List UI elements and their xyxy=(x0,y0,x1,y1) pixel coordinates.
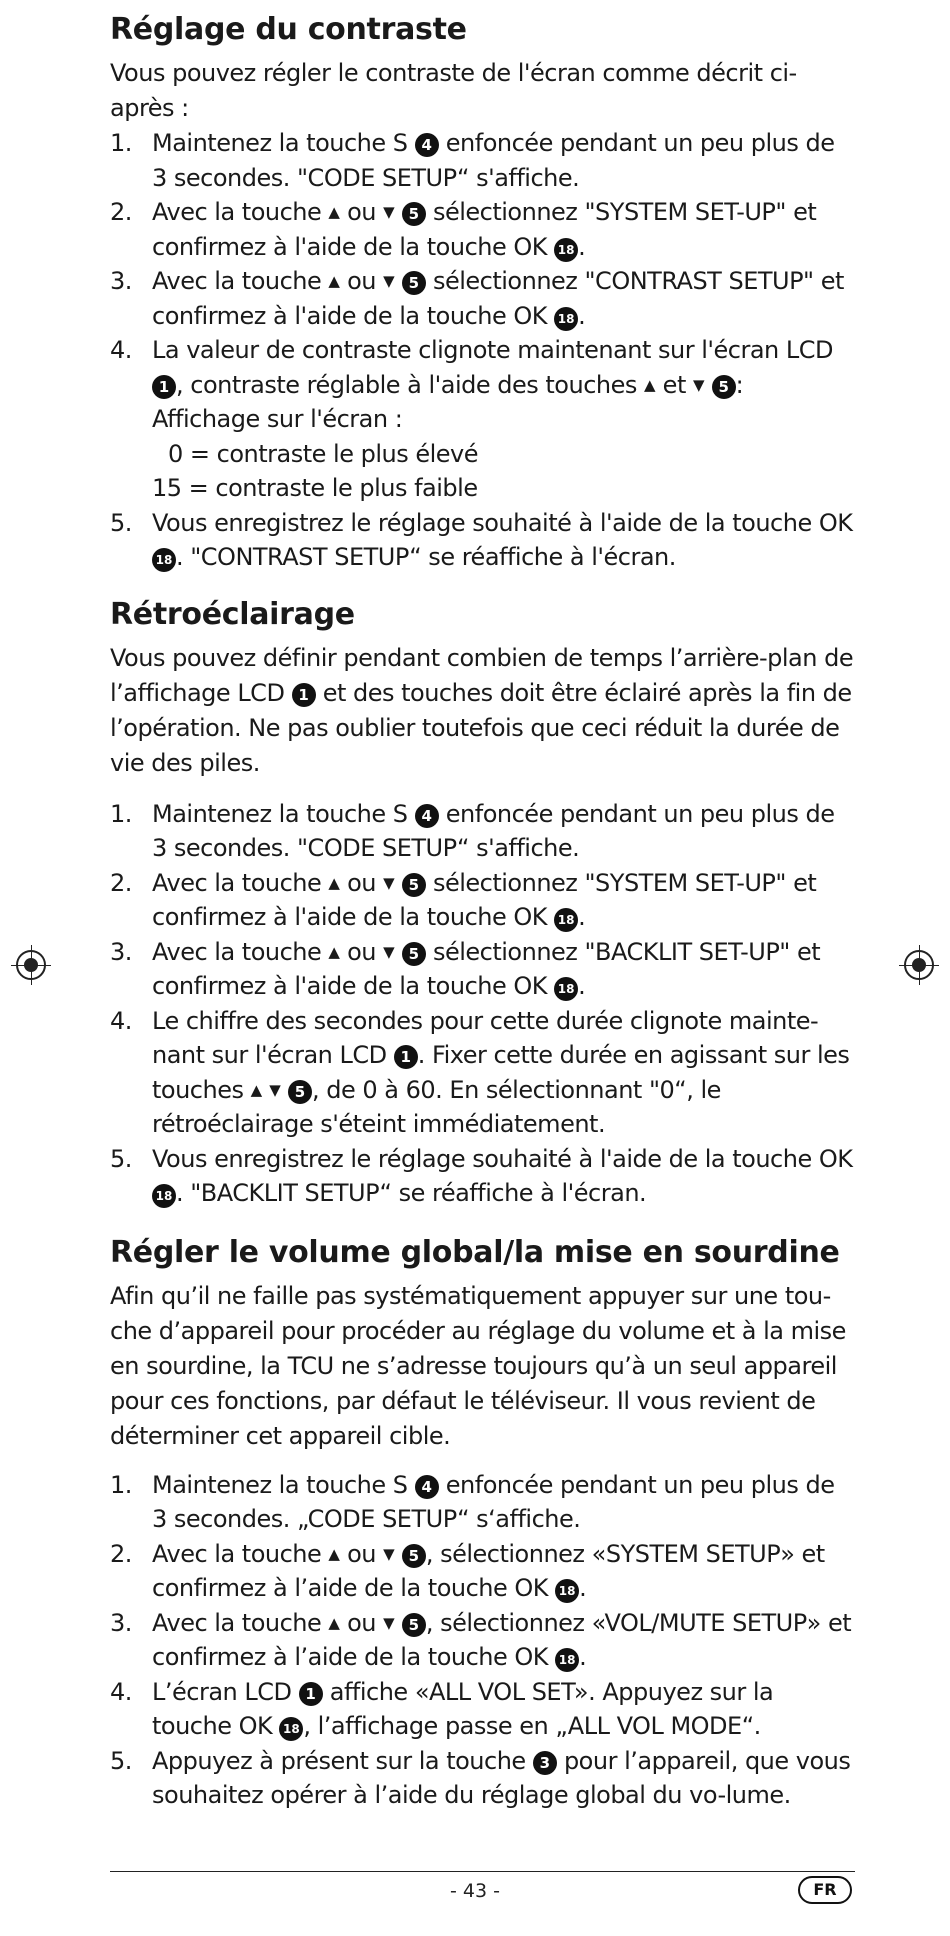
section-title-backlight: Rétroéclairage xyxy=(110,596,355,632)
page-number: - 43 - xyxy=(450,1880,500,1902)
list-item: 4. Le chiffre des secondes pour cette durée clignote mainte-nant sur l'écran LCD 1 . Fixer cette durée en agissant sur les touches ▲ ▼ 5 , de 0 à 60. En sélectionnant "0“, le rétroéclairage s'éteint immédiatement. xyxy=(110,1004,855,1142)
step-number: 5. xyxy=(110,1144,132,1173)
list-item: 3. Avec la touche ▲ ou ▼ 5 , sélectionnez «VOL/MUTE SETUP» et confirmez à l’aide de la touche OK 18 . xyxy=(110,1606,855,1675)
list-item: 2. Avec la touche ▲ ou ▼ 5 , sélectionnez «SYSTEM SETUP» et confirmez à l’aide de la touche OK 18 . xyxy=(110,1537,855,1606)
step-number: 4. xyxy=(110,1677,132,1706)
section-intro-contrast: Vous pouvez régler le contraste de l'écran comme décrit ci-après : xyxy=(110,59,797,122)
key-badge: 3 xyxy=(533,1751,557,1775)
arrow-up-icon: ▲ xyxy=(328,1613,340,1632)
language-badge: FR xyxy=(798,1876,852,1904)
key-badge: 5 xyxy=(402,1544,426,1568)
key-badge: 18 xyxy=(554,908,578,932)
step-number: 2. xyxy=(110,868,132,897)
section-title-contrast: Réglage du contraste xyxy=(110,12,467,47)
registration-mark-icon xyxy=(904,950,934,980)
contrast-value-high: 0 = contraste le plus élevé xyxy=(168,439,478,468)
key-badge: 1 xyxy=(299,1682,323,1706)
list-item: 2. Avec la touche ▲ ou ▼ 5 sélectionnez "SYSTEM SET-UP" et confirmez à l'aide de la touche OK 18 . xyxy=(110,866,855,935)
arrow-up-icon: ▲ xyxy=(250,1080,263,1099)
arrow-up-icon: ▲ xyxy=(328,203,340,221)
key-badge: 5 xyxy=(402,271,426,295)
step-number: 2. xyxy=(110,1539,132,1568)
steps-backlight xyxy=(110,797,855,1211)
list-item: 3. Avec la touche ▲ ou ▼ 5 sélectionnez "BACKLIT SET-UP" et confirmez à l'aide de la touche OK 18 . xyxy=(110,935,855,1004)
section-intro-backlight: Vous pouvez définir pendant combien de temps l’arrière-plan de l’affichage LCD 1 et des touches doit être éclairé après la fin de l’opération. Ne pas oublier toutefois que ceci réduit la durée de vie des piles. xyxy=(110,643,854,777)
key-badge: 5 xyxy=(402,1613,426,1637)
key-badge: 4 xyxy=(415,1475,439,1499)
arrow-down-icon: ▼ xyxy=(692,375,705,394)
step-number: 3. xyxy=(110,1608,132,1637)
arrow-down-icon: ▼ xyxy=(383,1613,395,1632)
step-number: 1. xyxy=(110,129,132,157)
key-badge: 5 xyxy=(402,202,426,226)
key-badge: 4 xyxy=(415,804,439,828)
key-badge: 18 xyxy=(554,307,578,331)
step-number: 1. xyxy=(110,1470,132,1499)
key-badge: 1 xyxy=(394,1045,418,1069)
manual-page xyxy=(110,0,855,1813)
key-badge: 18 xyxy=(152,548,176,572)
step-number: 3. xyxy=(110,937,132,966)
list-item: 4. L’écran LCD 1 affiche «ALL VOL SET». Appuyez sur la touche OK 18 , l’affichage passe en „ALL VOL MODE“. xyxy=(110,1675,855,1744)
key-badge: 5 xyxy=(712,375,736,399)
list-item: 5. Vous enregistrez le réglage souhaité à l'aide de la touche OK 18 . "CONTRAST SETUP“ se réaffiche à l'écran. xyxy=(110,506,855,575)
key-badge: 5 xyxy=(402,942,426,966)
list-item: 5. Vous enregistrez le réglage souhaité à l'aide de la touche OK 18 . "BACKLIT SETUP“ se réaffiche à l'écran. xyxy=(110,1142,855,1211)
key-badge: 5 xyxy=(288,1080,312,1104)
list-item: 3. Avec la touche ▲ ou ▼ 5 sélectionnez "CONTRAST SETUP" et confirmez à l'aide de la touche OK 18 . xyxy=(110,264,855,333)
list-item: 4. La valeur de contraste clignote maintenant sur l'écran LCD 1 , contraste réglable à l'aide des touches ▲ et ▼ 5 : Affichage sur l'écran : 0 = contraste le plus élevé 15 = contraste le plus faible xyxy=(110,333,855,506)
arrow-down-icon: ▼ xyxy=(269,1080,281,1099)
key-badge: 18 xyxy=(555,1579,579,1603)
key-badge: 4 xyxy=(415,133,439,157)
arrow-up-icon: ▲ xyxy=(328,942,340,961)
display-label: Affichage sur l'écran : xyxy=(152,405,403,433)
list-item: 2. Avec la touche ▲ ou ▼ 5 sélectionnez "SYSTEM SET-UP" et confirmez à l'aide de la touche OK 18 . xyxy=(110,195,855,264)
step-number: 5. xyxy=(110,1746,132,1775)
step-number: 2. xyxy=(110,198,132,226)
list-item: 5. Appuyez à présent sur la touche 3 pour l’appareil, que vous souhaitez opérer à l’aide du réglage global du vo-lume. xyxy=(110,1744,855,1813)
list-item: 1. Maintenez la touche S 4 enfoncée pendant un peu plus de 3 secondes. "CODE SETUP“ s'affiche. xyxy=(110,797,855,866)
key-badge: 18 xyxy=(554,238,578,262)
section-title-volume: Régler le volume global/la mise en sourdine xyxy=(110,1234,840,1270)
key-badge: 18 xyxy=(279,1717,303,1741)
steps-contrast xyxy=(110,126,855,575)
step-number: 4. xyxy=(110,336,132,364)
steps-volume xyxy=(110,1468,855,1813)
step-number: 3. xyxy=(110,267,132,295)
step-number: 4. xyxy=(110,1006,132,1035)
section-intro-volume: Afin qu’il ne faille pas systématiquement appuyer sur une tou-che d’appareil pour procéder au réglage du volume et à la mise en sourdine, la TCU ne s’adresse toujours qu’à un seul appareil pour ces fonctions, par défaut le téléviseur. Il vous revient de déterminer cet appareil cible. xyxy=(110,1281,846,1450)
key-badge: 5 xyxy=(402,873,426,897)
arrow-down-icon: ▼ xyxy=(383,873,395,892)
arrow-up-icon: ▲ xyxy=(644,375,656,394)
arrow-down-icon: ▼ xyxy=(383,203,395,221)
arrow-down-icon: ▼ xyxy=(383,272,395,290)
step-number: 5. xyxy=(110,508,132,537)
registration-mark-icon xyxy=(16,950,46,980)
key-badge: 18 xyxy=(152,1184,176,1208)
arrow-up-icon: ▲ xyxy=(328,1544,340,1563)
list-item: 1. Maintenez la touche S 4 enfoncée pendant un peu plus de 3 secondes. „CODE SETUP“ s‘affiche. xyxy=(110,1468,855,1537)
list-item: 1. Maintenez la touche S 4 enfoncée pendant un peu plus de 3 secondes. "CODE SETUP“ s'affiche. xyxy=(110,126,855,195)
footer-divider xyxy=(110,1871,855,1872)
key-badge: 18 xyxy=(555,1648,579,1672)
key-badge: 1 xyxy=(152,375,176,399)
arrow-down-icon: ▼ xyxy=(383,1544,395,1563)
contrast-value-low: 15 = contraste le plus faible xyxy=(152,474,478,502)
arrow-up-icon: ▲ xyxy=(328,272,340,290)
key-badge: 1 xyxy=(292,683,316,707)
step-number: 1. xyxy=(110,799,132,828)
arrow-up-icon: ▲ xyxy=(328,873,340,892)
key-badge: 18 xyxy=(554,977,578,1001)
arrow-down-icon: ▼ xyxy=(383,942,395,961)
